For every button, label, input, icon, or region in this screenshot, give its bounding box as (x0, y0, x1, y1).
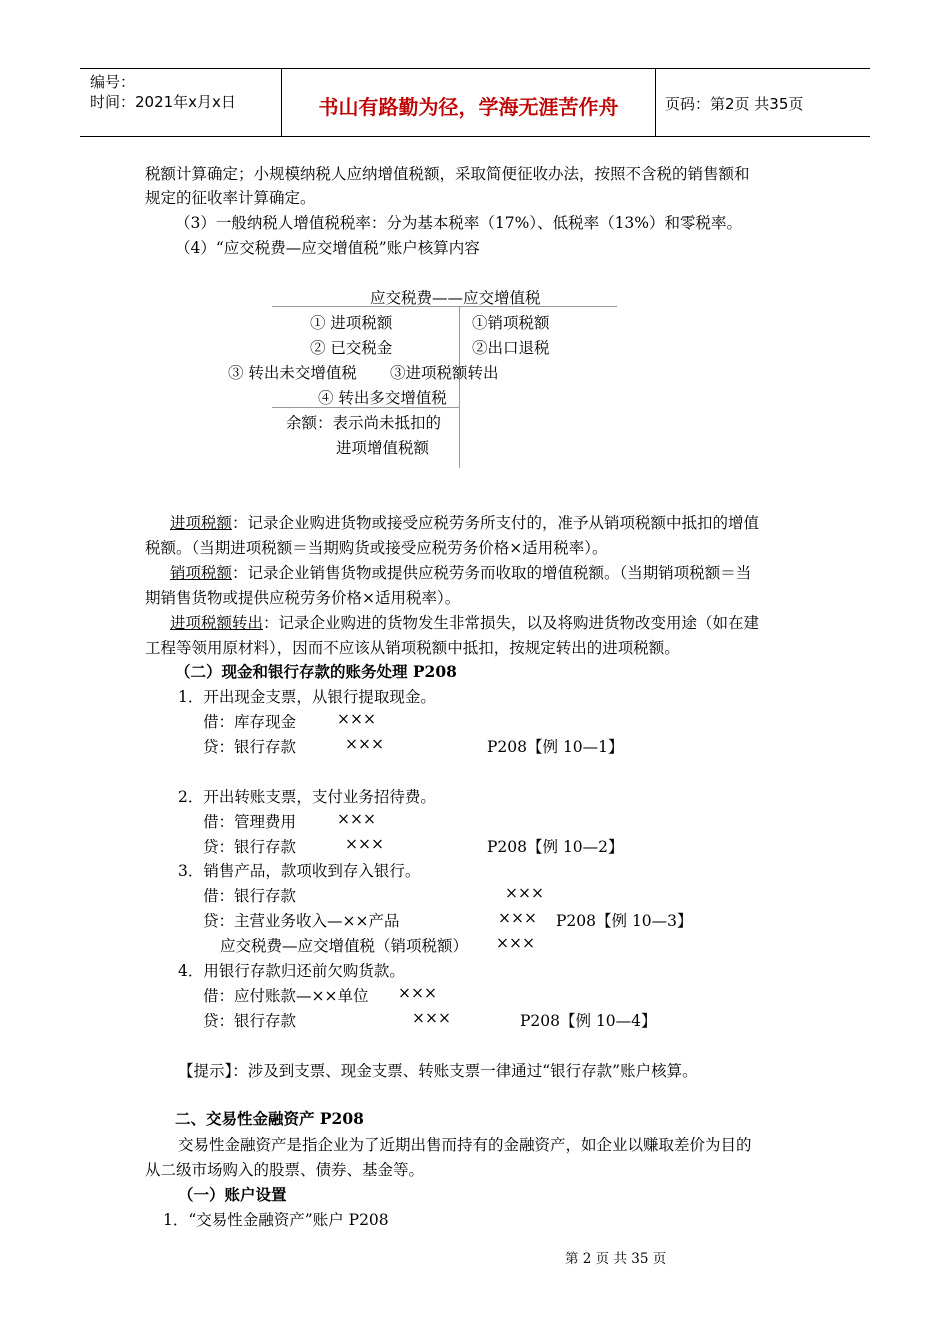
journal-amount: ××× (498, 909, 537, 927)
list-item: 3．销售产品，款项收到存入银行。 (178, 862, 421, 880)
definition-text: ：记录企业购进的货物发生非常损失，以及将购进货物改变用途（如在建 (263, 614, 760, 632)
t-account-credit: ①销项税额 (472, 314, 550, 332)
t-account-top-rule (272, 306, 617, 307)
definition-input-tax (170, 511, 759, 533)
number-label: 编号： (90, 73, 136, 91)
journal-credit: 应交税费—应交增值税（销项税额） (220, 937, 469, 955)
paragraph-line: 交易性金融资产是指企业为了近期出售而持有的金融资产，如企业以赚取差价为目的 (178, 1136, 752, 1154)
journal-amount: ××× (505, 884, 544, 902)
tip-note: 【提示】：涉及到支票、现金支票、转账支票一律通过“银行存款”账户核算。 (178, 1062, 698, 1080)
t-account-balance: 余额：表示尚未抵扣的 (286, 414, 442, 432)
term-input-tax: 进项税额 (170, 514, 233, 532)
journal-credit: 贷：银行存款 (203, 838, 297, 856)
example-ref: P208【例 10—2】 (487, 838, 624, 856)
t-account-credit: ②出口退税 (472, 339, 550, 357)
definition-output-tax (170, 561, 751, 583)
header-left-cell (80, 69, 281, 136)
journal-amount: ××× (496, 934, 535, 952)
list-item: 2．开出转账支票，支付业务招待费。 (178, 788, 436, 806)
definition-text: 工程等领用原材料），因而不应该从销项税额中抵扣，按规定转出的进项税额。 (145, 639, 680, 657)
t-account-debit: ③ 转出未交增值税 (228, 364, 357, 382)
list-item: 1．开出现金支票，从银行提取现金。 (178, 688, 436, 706)
example-ref: P208【例 10—3】 (556, 912, 693, 930)
paragraph: （3）一般纳税人增值税税率：分为基本税率（17%）、低税率（13%）和零税率。 (175, 214, 743, 232)
header-motto-cell (281, 69, 656, 136)
t-account-divider (459, 306, 460, 468)
page-footer: 第 2 页 共 35 页 (565, 1251, 667, 1267)
t-account-balance: 进项增值税额 (336, 439, 430, 457)
paragraph: （4）“应交税费—应交增值税”账户核算内容 (175, 239, 480, 257)
list-item: 1．“交易性金融资产”账户 P208 (163, 1211, 389, 1229)
journal-amount: ××× (398, 984, 437, 1002)
journal-amount: ××× (345, 735, 384, 753)
term-input-transfer: 进项税额转出 (170, 614, 264, 632)
journal-debit: 借：库存现金 (203, 713, 297, 731)
example-ref: P208【例 10—1】 (487, 738, 624, 756)
journal-amount: ××× (412, 1009, 451, 1027)
journal-amount: ××× (337, 710, 376, 728)
journal-credit: 贷：主营业务收入—××产品 (203, 912, 400, 930)
section-heading: （二）现金和银行存款的账务处理 P208 (175, 662, 457, 681)
motto: 书山有路勤为径，学海无涯苦作舟 (318, 95, 619, 119)
t-account-debit: ④ 转出多交增值税 (318, 389, 447, 407)
journal-amount: ××× (337, 810, 376, 828)
definition-input-transfer (170, 611, 759, 633)
t-account-credit: ③进项税额转出 (390, 364, 499, 382)
time-label: 时间：2021年x月x日 (90, 93, 236, 111)
definition-text: 期销售货物或提供应税劳务价格×适用税率）。 (145, 589, 461, 607)
section-heading: 二、交易性金融资产 P208 (175, 1109, 364, 1128)
term-output-tax: 销项税额 (170, 564, 233, 582)
t-account-title: 应交税费——应交增值税 (370, 289, 541, 307)
journal-credit: 贷：银行存款 (203, 1012, 297, 1030)
journal-debit: 借：管理费用 (203, 813, 297, 831)
journal-amount: ××× (345, 835, 384, 853)
page-info: 页码：第2页 共35页 (665, 95, 804, 113)
definition-text: 税额。（当期进项税额＝当期购货或接受应税劳务价格×适用税率）。 (145, 539, 608, 557)
definition-text: ：记录企业销售货物或提供应税劳务而收取的增值税额。（当期销项税额＝当 (232, 564, 752, 582)
paragraph-line: 税额计算确定；小规模纳税人应纳增值税额，采取简便征收办法，按照不含税的销售额和 (145, 165, 750, 183)
paragraph-line: 规定的征收率计算确定。 (145, 189, 316, 207)
journal-credit: 贷：银行存款 (203, 738, 297, 756)
definition-text: ：记录企业购进货物或接受应税劳务所支付的，准予从销项税额中抵扣的增值 (232, 514, 760, 532)
journal-debit: 借：应付账款—××单位 (203, 987, 369, 1005)
t-account-debit: ② 已交税金 (310, 339, 393, 357)
page-header (80, 68, 870, 137)
example-ref: P208【例 10—4】 (520, 1012, 657, 1030)
journal-debit: 借：银行存款 (203, 887, 297, 905)
paragraph-line: 从二级市场购入的股票、债券、基金等。 (145, 1161, 425, 1179)
header-page-cell (655, 69, 870, 136)
sub-heading: （一）账户设置 (178, 1185, 287, 1204)
list-item: 4．用银行存款归还前欠购货款。 (178, 962, 405, 980)
t-account-debit: ① 进项税额 (310, 314, 393, 332)
